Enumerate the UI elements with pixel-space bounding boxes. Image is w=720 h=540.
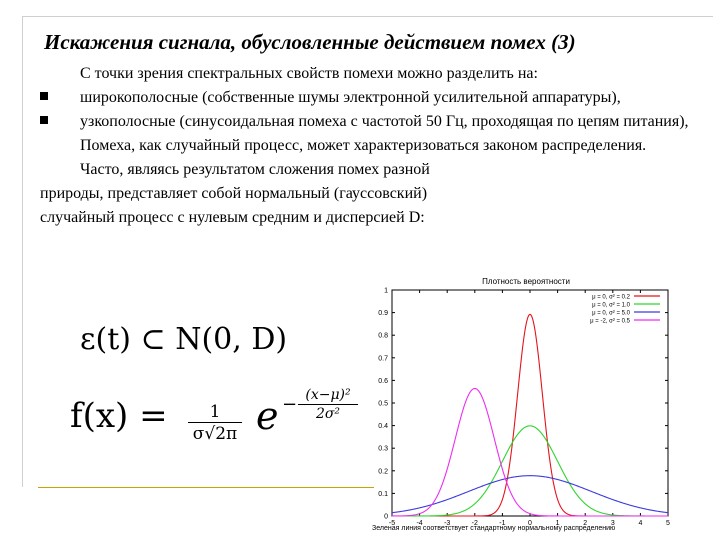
exp-numerator: (x−μ)²: [298, 386, 358, 405]
paragraph-intro: С точки зрения спектральных свойств помехи можно разделить на:: [80, 65, 538, 82]
y-tick-label: 0: [384, 513, 388, 521]
slide-title: Искажения сигнала, обусловленные действием помех (3): [44, 30, 576, 54]
legend-label: μ = 0, σ² = 1.0: [592, 302, 630, 309]
chart-caption: Зеленая линия соответствует стандартному нормальному распределению: [372, 525, 616, 532]
series-line-3: [392, 388, 668, 516]
divider-line: [38, 487, 374, 488]
paragraph-distribution: Помеха, как случайный процесс, может характеризоваться законом распределения.: [80, 137, 647, 154]
y-tick-label: 0.8: [378, 332, 388, 340]
legend-label: μ = -2, σ² = 0.5: [590, 318, 630, 325]
formula-lhs: f(x) =: [70, 396, 168, 436]
slide-body: [40, 62, 690, 230]
y-tick-label: 0.7: [378, 355, 388, 363]
y-tick-label: 0.2: [378, 468, 388, 476]
x-tick-label: 1: [555, 520, 560, 527]
y-tick-label: 0.3: [378, 445, 388, 453]
paragraph-gaussian: Часто, являясь результатом сложения помех разной природы, представляет собой нормальный (гауссовский) случайный процесс с нулевым средним и дисперсией D:: [40, 161, 430, 226]
x-tick-label: -1: [499, 520, 506, 527]
legend-label: μ = 0, σ² = 5.0: [592, 310, 630, 317]
x-tick-label: -5: [388, 520, 396, 527]
exp-denominator: 2σ²: [315, 406, 341, 422]
bullet-item-narrowband: [40, 110, 690, 134]
chart-title: Плотность вероятности: [482, 277, 570, 286]
y-tick-label: 0.1: [378, 490, 388, 498]
exp-fraction: [298, 386, 358, 423]
coef-denominator: σ√2π: [192, 424, 238, 444]
x-tick-label: -2: [471, 520, 478, 527]
series-line-0: [392, 314, 668, 516]
formula-noise-class: ε(t) ⊂ N(0, D): [80, 322, 288, 357]
y-tick-label: 0.5: [378, 400, 388, 408]
formula-coefficient: [188, 402, 242, 445]
y-tick-label: 0.4: [378, 423, 388, 431]
x-tick-label: 3: [610, 520, 615, 527]
bullet-square-icon: [40, 92, 48, 100]
y-tick-label: 0.6: [378, 377, 388, 385]
x-tick-label: -4: [416, 520, 423, 527]
coef-numerator: 1: [188, 402, 242, 423]
bullet-text: узкополосные (синусоидальная помеха с частотой 50 Гц, проходящая по цепям питания),: [80, 113, 689, 130]
legend-label: μ = 0, σ² = 0.2: [592, 294, 630, 301]
bullet-text: широкополосные (собственные шумы электронной усилительной аппаратуры),: [80, 89, 621, 106]
y-tick-label: 0.9: [378, 310, 388, 318]
x-tick-label: 5: [666, 520, 670, 527]
y-tick-label: 1: [384, 287, 388, 295]
bullet-item-wideband: [40, 86, 690, 110]
series-line-2: [392, 476, 668, 513]
x-tick-label: 4: [638, 520, 643, 527]
x-tick-label: 2: [583, 520, 588, 527]
x-tick-label: 0: [528, 520, 532, 527]
exp-minus: −: [282, 394, 298, 415]
pdf-chart-svg: [360, 274, 680, 536]
x-tick-label: -3: [444, 520, 451, 527]
exp-base: e: [256, 394, 279, 438]
bullet-square-icon: [40, 116, 48, 124]
pdf-chart: [360, 274, 680, 536]
